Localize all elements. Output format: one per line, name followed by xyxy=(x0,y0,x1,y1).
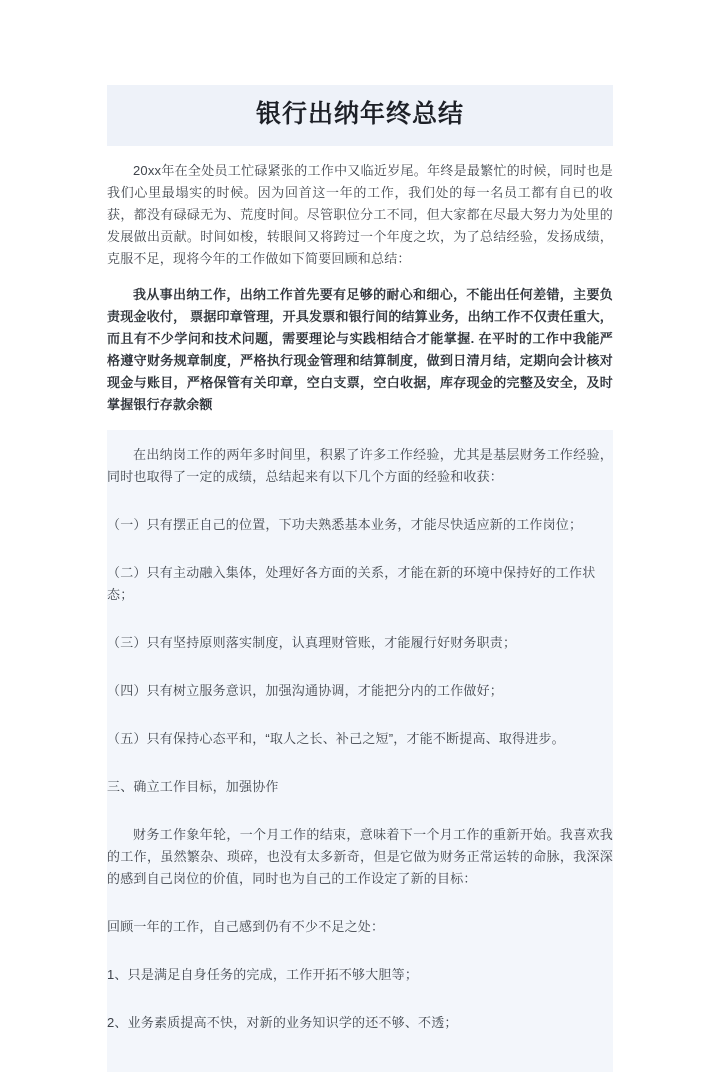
title-banner xyxy=(107,85,613,146)
shortcoming-item-two: 2、业务素质提高不快，对新的业务知识学的还不够、不透； xyxy=(107,1015,458,1031)
intro-paragraph-block xyxy=(107,146,613,416)
shaded-content-block xyxy=(107,430,613,1072)
section-heading-three: 三、确立工作目标，加强协作 xyxy=(107,779,279,795)
paragraph-shortcomings-intro: 回顾一年的工作，自己感到仍有不少不足之处： xyxy=(107,919,385,935)
paragraph-cashier-duties: 我从事出纳工作，出纳工作首先要有足够的耐心和细心，不能出任何差错，主要负责现金收付， 票据印章管理，开具发票和银行间的结算业务，出纳工作不仅责任重大，而且有不少学问和技术问题，需要理论与实践相结合才能掌握. 在平时的工作中我能严格遵守财务规章制度，严格执行现金管理和结算制度，做到日清月结，定期向会计核对现金与账目，严格保管有关印章，空白支票，空白收据，库存现金的完整及安全，及时掌握银行存款余额 xyxy=(107,287,613,413)
list-item-three: （三）只有坚持原则落实制度，认真理财管账，才能履行好财务职责； xyxy=(107,635,517,651)
list-item-two: （二）只有主动融入集体，处理好各方面的关系，才能在新的环境中保持好的工作状态； xyxy=(107,565,596,603)
list-item-one: （一）只有摆正自己的位置，下功夫熟悉基本业务，才能尽快适应新的工作岗位； xyxy=(107,517,583,533)
page-title: 银行出纳年终总结 xyxy=(255,101,464,128)
shortcoming-item-one: 1、只是满足自身任务的完成，工作开拓不够大胆等； xyxy=(107,967,419,983)
paragraph-intro: 20xx年在全处员工忙碌紧张的工作中又临近岁尾。年终是最繁忙的时候，同时也是我们心里最塌实的时候。因为回首这一年的工作，我们处的每一名员工都有自已的收获，都没有碌碌无为、荒度时间。尽管职位分工不同，但大家都在尽最大努力为处里的发展做出贡献。时间如梭，转眼间又将跨过一个年度之坎，为了总结经验，发扬成绩，克服不足，现将今年的工作做如下简要回顾和总结： xyxy=(107,163,613,267)
list-item-four: （四）只有树立服务意识，加强沟通协调，才能把分内的工作做好； xyxy=(107,683,504,699)
list-item-five: （五）只有保持心态平和，“取人之长、补己之短”，才能不断提高、取得进步。 xyxy=(107,731,565,747)
paragraph-experience-intro: 在出纳岗工作的两年多时间里，积累了许多工作经验，尤其是基层财务工作经验，同时也取得了一定的成绩，总结起来有以下几个方面的经验和收获： xyxy=(107,447,613,485)
paragraph-work-goals: 财务工作象年轮，一个月工作的结束，意味着下一个月工作的重新开始。我喜欢我的工作，虽然繁杂、琐碎，也没有太多新奇，但是它做为财务正常运转的命脉，我深深的感到自己岗位的价值，同时也为自己的工作设定了新的目标： xyxy=(107,827,613,887)
document-content-column xyxy=(107,0,613,1072)
